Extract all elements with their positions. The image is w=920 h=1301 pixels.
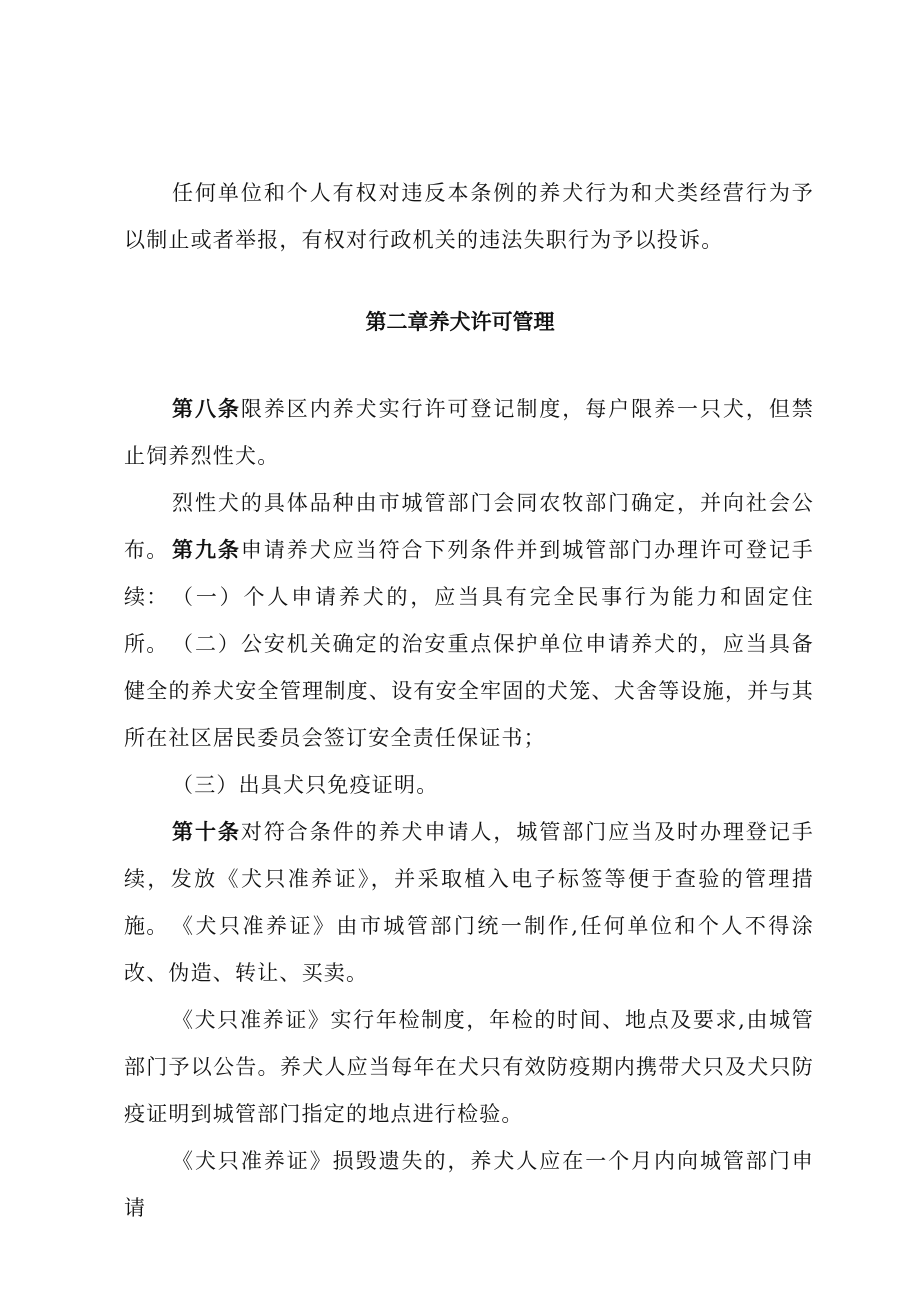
- article-10-paragraph-4: 《犬只准养证》损毁遗失的，养犬人应在一个月内向城管部门申请: [124, 1149, 814, 1220]
- article-10-text: 对符合条件的养犬申请人，城管部门应当及时办理登记手续，发放《犬只准养证》，并采取植入电子标签等便于查验的管理措施。: [124, 820, 814, 938]
- article-10-paragraph-3: 《犬只准养证》实行年检制度，年检的时间、地点及要求,由城管部门予以公告。养犬人应当每年在犬只有效防疫期内携带犬只及犬只防疫证明到城管部门指定的地点进行检验。: [124, 1008, 814, 1126]
- article-10-paragraph-2: 《犬只准养证》由市城管部门统一制作,任何单位和个人不得涂改、伪造、转让、买卖。: [124, 914, 814, 985]
- article-9-item-1: （一）个人申请养犬的，应当具有完全民事行为能力和固定住所。: [124, 585, 814, 656]
- article-9-label: 第九条: [172, 538, 241, 562]
- article-9-item-2: （二）公安机关确定的治安重点保护单位申请养犬的，应当具备健全的养犬安全管理制度、设有安全牢固的犬笼、犬舍等设施，并与其所在社区居民委员会签订安全责任保证书；: [124, 632, 814, 750]
- chapter-title: 第二章养犬许可管理: [365, 310, 555, 334]
- article-9-item-3: （三）出具犬只免疫证明。: [172, 773, 439, 797]
- article-9-text: 申请养犬应当符合下列条件并到城管部门办理许可登记手续：: [124, 538, 814, 609]
- article-8-text: 限养区内养犬实行许可登记制度，每户限养一只犬，但禁止饲养烈性犬。: [124, 397, 814, 468]
- paragraph-intro-text: 任何单位和个人有权对违反本条例的养犬行为和犬类经营行为予以制止或者举报，有权对行政机关的违法失职行为予以投诉。: [124, 181, 814, 252]
- article-8-paragraph-2: 烈性犬的具体品种由市城管部门会同农牧部门确定，并向社会公布。: [124, 491, 814, 562]
- article-8-label: 第八条: [172, 397, 241, 421]
- article-10-label: 第十条: [172, 820, 241, 844]
- article-8: [124, 386, 814, 480]
- paragraph-intro: [124, 170, 814, 264]
